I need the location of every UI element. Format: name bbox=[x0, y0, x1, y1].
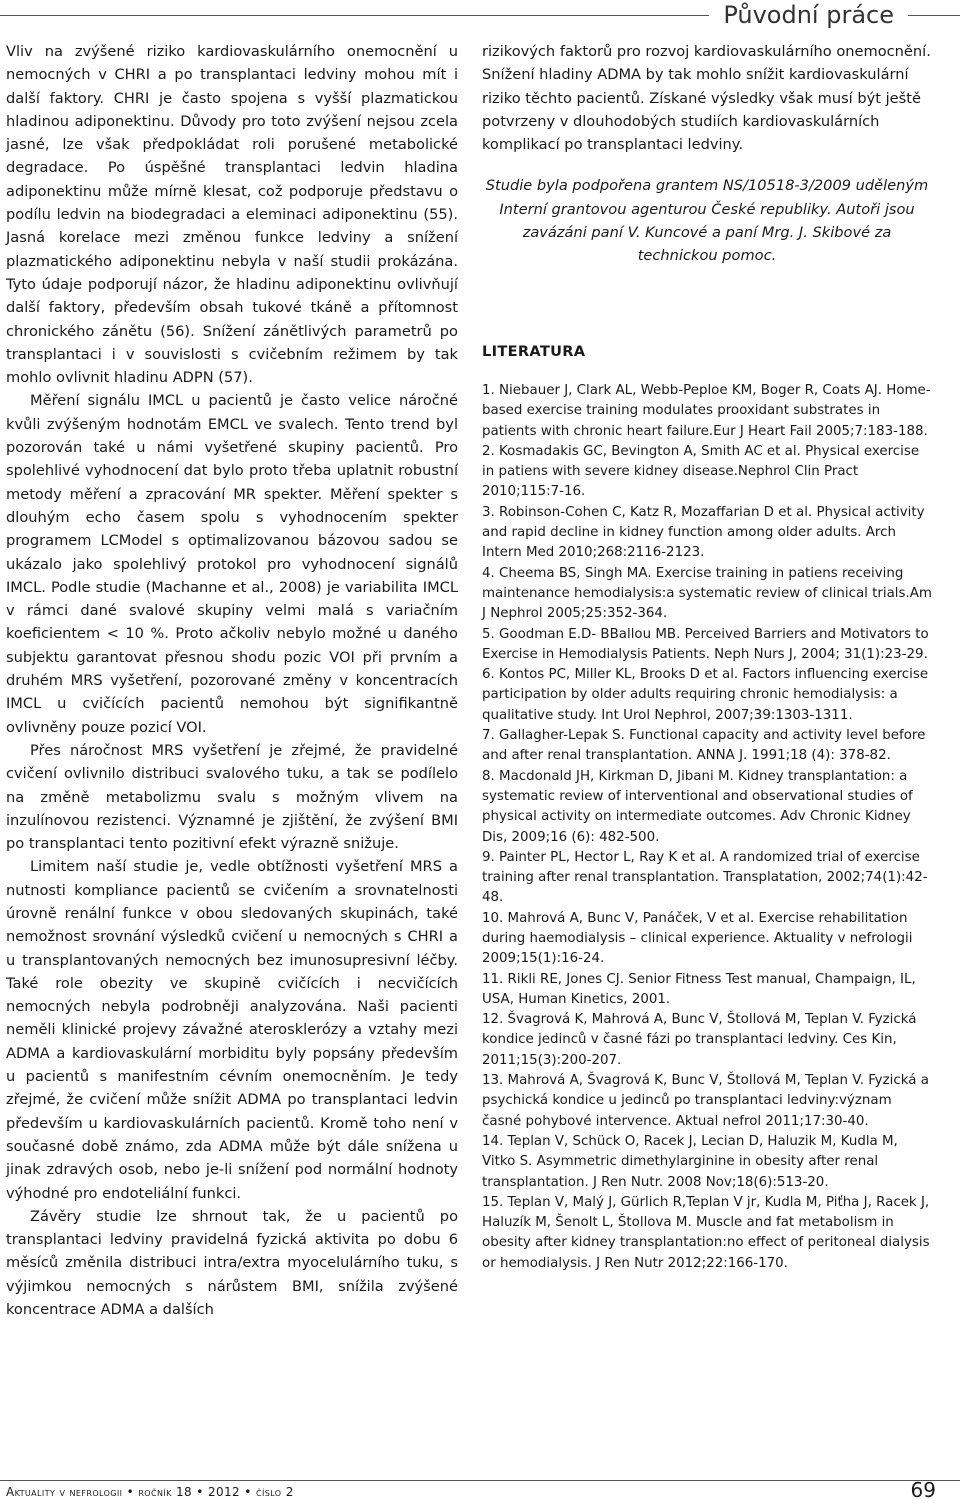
body-paragraph: Vliv na zvýšené riziko kardiovaskulárního onemocnění u nemocných v CHRI a po transplantaci ledviny mohou mít i další faktory. CHRI je často spojena s vyšší plazmatickou hladinou adiponektinu. Důvody pro toto zvýšení nejsou zcela jasné, lze však předpokládat roli porušené metabolické degradace. Po úspěšné transplantaci ledvin hladina adiponektinu může mírně klesat, což podporuje představu o podílu ledvin na biodegradaci a eleminaci adiponektinu (55). Jasná korelace mezi změnou funkce ledviny a snížení plazmatického adiponektinu nebyla v naší studii prokázána. Tyto údaje podporují názor, že hladinu adiponektinu ovlivňují další faktory, především obsah tukové tkáně a přítomnost chronického zánětu (56). Snížení zánětlivých parametrů po transplantaci i v souvislosti s cvičebním režimem by tak mohlo ovlivnit hladinu ADPN (57). bbox=[6, 43, 458, 387]
reference-item: 10. Mahrová A, Bunc V, Panáček, V et al. Exercise rehabilitation during haemodialysis – clinical experience. Aktuality v nefrologii 2009;15(1):16-24. bbox=[482, 910, 913, 967]
section-title: Původní práce bbox=[709, 0, 908, 30]
body-paragraph: Přes náročnost MRS vyšetření je zřejmé, že pravidelné cvičení ovlivnilo distribuci svalového tuku, a tak se podílelo na změně metabolizmu svalu s možným vlivem na inzulínovou rezistenci. Významné je zjištění, že zvýšení BMI po transplantaci tento pozitivní efekt výrazně snižuje. bbox=[6, 741, 458, 853]
reference-item: 3. Robinson-Cohen C, Katz R, Mozaffarian D et al. Physical activity and rapid decline in kidney function among older adults. Arch Intern Med 2010;268:2116-2123. bbox=[482, 504, 925, 561]
body-paragraph: Závěry studie lze shrnout tak, že u pacientů po transplantaci ledviny pravidelná fyzická aktivita po dobu 6 měsíců změnila distribuci intra/extra myocelulárního tuku, s výjimkou nemocných s nárůstem BMI, snížila zvýšené koncentrace ADMA a dalších bbox=[6, 1207, 458, 1319]
left-column bbox=[6, 40, 458, 1321]
reference-item: 13. Mahrová A, Švagrová K, Bunc V, Štollová M, Teplan V. Fyzická a psychická kondice u jedinců po transplantaci ledviny:význam časné pohybové intervence. Aktual nefrol 2011;17:30-40. bbox=[482, 1073, 929, 1129]
reference-item: 8. Macdonald JH, Kirkman D, Jibani M. Kidney transplantation: a systematic review of interventional and observational studies of physical activity on intermediate outcomes. Adv Chronic Kidney Dis, 2009;16 (6): 482-500. bbox=[482, 768, 913, 845]
reference-item: 11. Rikli RE, Jones CJ. Senior Fitness Test manual, Champaign, IL, USA, Human Kinetics, 2001. bbox=[482, 971, 916, 1007]
body-paragraph: Měření signálu IMCL u pacientů je často velice náročné kvůli zvýšeným hodnotám EMCL ve svalech. Tento trend byl pozorován také u námi vyšetřené skupiny pacientů. Pro spolehlivé vyhodnocení dat bylo proto třeba uplatnit robustní metody měření a zpracování MR spekter. Měření spekter s dlouhým echo časem spolu s vyhodnocením spekter programem LCModel s optimalizovanou bázovou sadou se ukázalo jako spolehlivý protokol pro vyhodnocení signálů IMCL. Podle studie (Machanne et al., 2008) je variabilita IMCL v rámci dané svalové skupiny velmi malá s variačním koeficientem < 10 %. Proto ačkoliv nebylo možné u daného subjektu garantovat přesnou shodu pozic VOI při prvním a druhém MRS vyšetření, pozorované změny v koncentracích IMCL u cvičících pacientů nemohou být signifikantně ovlivněny pouze pozicí VOI. bbox=[6, 392, 458, 736]
journal-info: Aktuality v nefrologii • ročník 18 • 2012 • číslo 2 bbox=[6, 1485, 294, 1499]
footer-rule bbox=[0, 1480, 960, 1481]
body-paragraph: Limitem naší studie je, vedle obtížnosti vyšetření MRS a nutnosti kompliance pacientů se cvičením a srovnatelnosti úrovně renální funkce v obou sledovaných skupinách, také nemožnost srovnání výsledků cvičení u nemocných s CHRI a u transplantovaných nemocných bez imunosupresivní léčby. Také role obezity ve skupině cvičících i necvičících nemocných nebyla podrobněji analyzována. Naši pacienti neměli klinické projevy závažné aterosklerózy a vztahy mezi ADMA a kardiovaskulární morbiditu byly popsány především u pacientů s manifestním cévním onemocněním. Je tedy zřejmé, že cvičení může snížit ADMA po transplantaci ledvin především u kardiovaskulárních pacientů. Kromě toho není v současné době známo, zda ADMA může být dále snížena u jinak zdravých osob, nebo je-li snížení pod normální hodnoty výhodné pro endoteliální funkci. bbox=[6, 858, 458, 1202]
reference-item: 2. Kosmadakis GC, Bevington A, Smith AC et al. Physical exercise in patiens with severe kidney disease.Nephrol Clin Pract 2010;115:7-16. bbox=[482, 443, 920, 500]
reference-item: 9. Painter PL, Hector L, Ray K et al. A randomized trial of exercise training after renal transplantation. Transplatation, 2002;74(1):42-48. bbox=[482, 849, 928, 906]
reference-item: 1. Niebauer J, Clark AL, Webb-Peploe KM, Boger R, Coats AJ. Home-based exercise training modulates prooxidant substrates in patients with chronic heart failure.Eur J Heart Fail 2005;7:183-188. bbox=[482, 382, 931, 439]
references-heading: LITERATURA bbox=[482, 342, 586, 360]
reference-item: 15. Teplan V, Malý J, Gürlich R,Teplan V jr, Kudla M, Piťha J, Racek J, Haluzík M, Šenolt L, Štollova M. Muscle and fat metabolism in obesity after kidney transplantation:no effect of peritoneal dialysis or hemodialysis. J Ren Nutr 2012;22:166-170. bbox=[482, 1194, 930, 1271]
reference-item: 7. Gallagher-Lepak S. Functional capacity and activity level before and after renal transplantation. ANNA J. 1991;18 (4): 378-82. bbox=[482, 728, 926, 764]
page-number: 69 bbox=[910, 1478, 936, 1502]
reference-item: 4. Cheema BS, Singh MA. Exercise training in patiens receiving maintenance hemodialysis:a systematic review of clinical trials.Am J Nephrol 2005;25:352-364. bbox=[482, 565, 932, 622]
body-paragraph-continuation: rizikových faktorů pro rozvoj kardiovaskulárního onemocnění. Snížení hladiny ADMA by tak mohlo snížit kardiovaskulární riziko těchto pacientů. Získané výsledky však musí být ještě potvrzeny v dlouhodobých studiích kardiovaskulárních komplikací po transplantaci ledviny. bbox=[482, 43, 931, 154]
reference-item: 6. Kontos PC, Miller KL, Brooks D et al. Factors influencing exercise participation by older adults requiring chronic hemodialysis: a qualitative study. Int Urol Nephrol, 2007;39:1303-1311. bbox=[482, 667, 929, 723]
reference-item: 12. Švagrová K, Mahrová A, Bunc V, Štollová M, Teplan V. Fyzická kondice jedinců v časné fázi po transplantaci ledviny. Ces Kin, 2011;15(3):200-207. bbox=[482, 1012, 917, 1068]
acknowledgement: Studie byla podpořena grantem NS/10518-3/2009 uděleným Interní grantovou agenturou České republiky. Autoři jsou zavázáni paní V. Kuncové a paní Mrg. J. Skibové za technickou pomoc. bbox=[485, 177, 929, 265]
reference-item: 5. Goodman E.D- BBallou MB. Perceived Barriers and Motivators to Exercise in Hemodialysis Patients. Neph Nurs J, 2004; 31(1):23-29. bbox=[482, 626, 929, 662]
right-column bbox=[482, 40, 932, 1274]
reference-list bbox=[482, 381, 932, 1274]
reference-item: 14. Teplan V, Schück O, Racek J, Lecian D, Haluzik M, Kudla M, Vitko S. Asymmetric dimethylarginine in obesity after renal transplantation. J Ren Nutr. 2008 Nov;18(6):513-20. bbox=[482, 1133, 898, 1190]
